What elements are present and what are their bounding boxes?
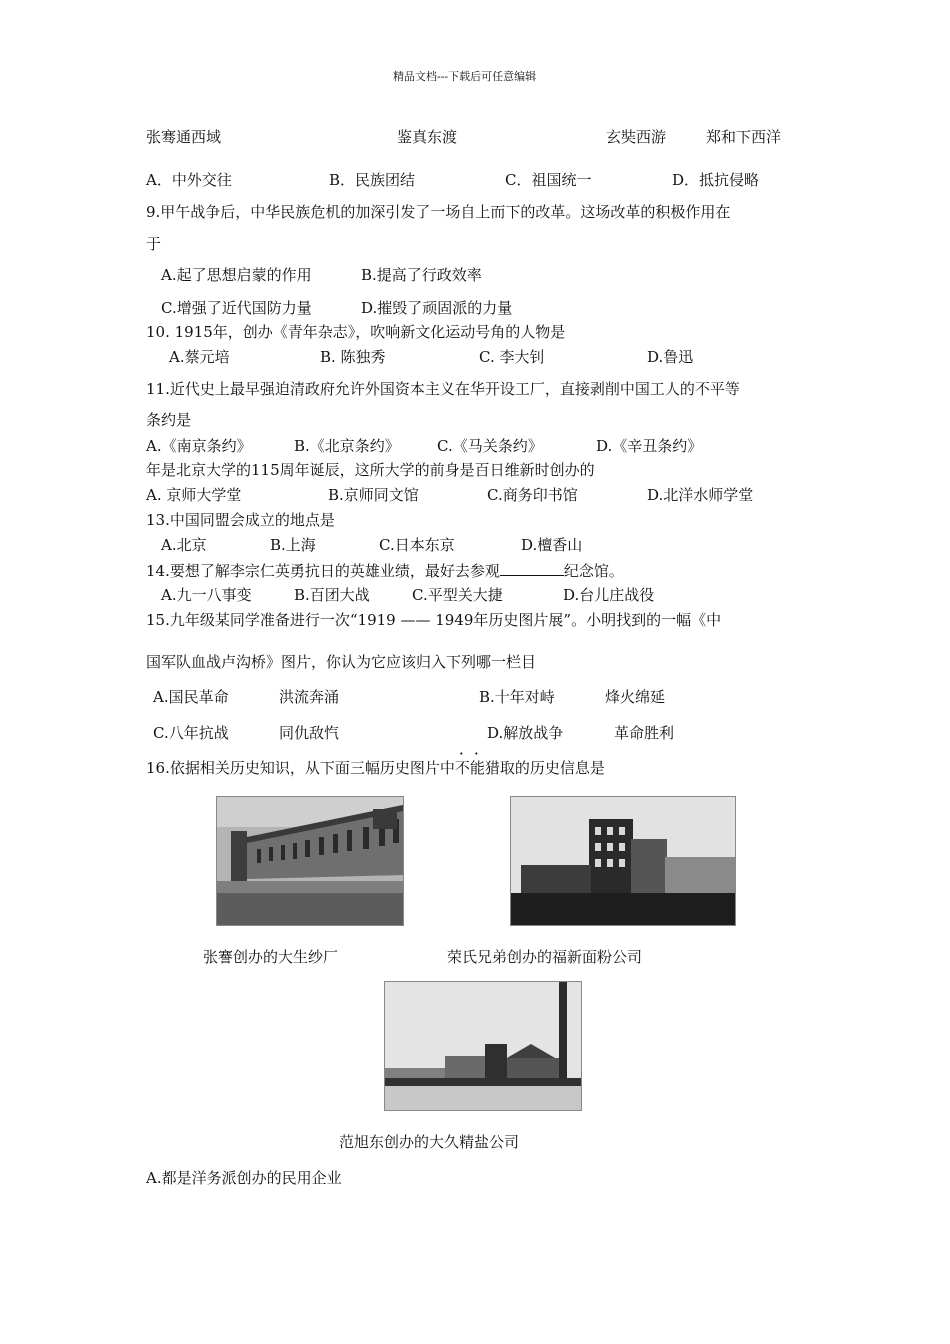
q11-stem-line2: 条约是 <box>146 411 192 429</box>
q10-option-a: A.蔡元培 <box>169 348 230 366</box>
photo-dasheng-mill <box>216 796 404 926</box>
q16-stem <box>146 759 605 777</box>
q14-stem-after: 纪念馆。 <box>563 562 624 580</box>
topic-3: 玄奘西游 <box>606 128 667 146</box>
q9-stem-line1: 9.甲午战争后，中华民族危机的加深引发了一场自上而下的改革。这场改革的积极作用在 <box>146 203 731 221</box>
q10-option-d: D.鲁迅 <box>647 348 694 366</box>
q12-option-c: C.商务印书馆 <box>487 486 578 504</box>
q8-option-a: A．中外交往 <box>146 171 232 189</box>
q9-option-d: D.摧毁了顽固派的力量 <box>361 299 513 317</box>
q15-option-d-label: D.解放战争 <box>487 724 564 742</box>
q9-option-c: C.增强了近代国防力量 <box>161 299 312 317</box>
q14-answer-blank <box>500 561 564 576</box>
q11-stem-line1: 11.近代史上最早强迫清政府允许外国资本主义在华开设工厂，直接剥削中国工人的不平等 <box>146 380 740 398</box>
q16-emphasis-not: 不 <box>454 759 470 777</box>
caption-dasheng-mill: 张謇创办的大生纱厂 <box>203 948 339 966</box>
q14-option-a: A.九一八事变 <box>161 586 252 604</box>
q11-option-c: C.《马关条约》 <box>437 437 543 455</box>
q15-stem-line1: 15.九年级某同学准备进行一次“1919 —— 1949年历史图片展”。小明找到的一幅《中 <box>146 611 722 629</box>
q16-stem-after: 猎取的历史信息是 <box>484 759 605 777</box>
q16-emphasis-can: 能 <box>469 759 485 777</box>
q16-option-a: A.都是洋务派创办的民用企业 <box>146 1169 342 1187</box>
q8-option-d: D．抵抗侵略 <box>672 171 760 189</box>
q14-stem-before: 14.要想了解李宗仁英勇抗日的英雄业绩，最好去参观 <box>146 562 500 580</box>
q13-option-d: D.檀香山 <box>521 536 583 554</box>
q9-option-a: A.起了思想启蒙的作用 <box>161 266 312 284</box>
q15-option-a-label: A.国民革命 <box>153 688 229 706</box>
q10-stem: 10. 1915年，创办《青年杂志》，吹响新文化运动号角的人物是 <box>146 323 566 341</box>
q10-option-b: B. 陈独秀 <box>320 348 386 366</box>
q14-option-d: D.台儿庄战役 <box>563 586 655 604</box>
q12-option-d: D.北洋水师学堂 <box>647 486 754 504</box>
q10-option-c: C. 李大钊 <box>479 348 545 366</box>
topic-1: 张骞通西域 <box>146 128 222 146</box>
q13-option-b: B.上海 <box>270 536 316 554</box>
caption-jiuda-salt-company: 范旭东创办的大久精盐公司 <box>339 1133 520 1151</box>
q8-option-b: B．民族团结 <box>329 171 416 189</box>
page-header: 精品文档---下载后可任意编辑 <box>393 70 537 83</box>
q11-option-d: D.《辛丑条约》 <box>596 437 703 455</box>
q15-stem-line2: 国军队血战卢沟桥》图片，你认为它应该归入下列哪一栏目 <box>146 653 537 671</box>
q15-option-a-text: 洪流奔涌 <box>279 688 340 706</box>
q15-option-b-text: 烽火绵延 <box>605 688 666 706</box>
q12-option-a: A. 京师大学堂 <box>146 486 242 504</box>
q13-option-a: A.北京 <box>161 536 207 554</box>
topic-2: 鉴真东渡 <box>397 128 458 146</box>
q9-stem-line2: 于 <box>146 235 162 253</box>
q14-stem <box>146 561 624 580</box>
photo-jiuda-salt-company <box>384 981 582 1111</box>
q14-option-b: B.百团大战 <box>294 586 370 604</box>
q14-option-c: C.平型关大捷 <box>412 586 503 604</box>
q9-option-b: B.提高了行政效率 <box>361 266 482 284</box>
q11-option-b: B.《北京条约》 <box>294 437 400 455</box>
q13-stem: 13.中国同盟会成立的地点是 <box>146 511 335 529</box>
q11-option-a: A.《南京条约》 <box>146 437 252 455</box>
q15-option-b-label: B.十年对峙 <box>479 688 555 706</box>
topic-4: 郑和下西洋 <box>706 128 782 146</box>
q15-option-c-text: 同仇敌忾 <box>279 724 340 742</box>
q12-option-b: B.京师同文馆 <box>328 486 419 504</box>
photo-fuxin-flour-mill <box>510 796 736 926</box>
caption-fuxin-flour-mill: 荣氏兄弟创办的福新面粉公司 <box>447 948 643 966</box>
q8-option-c: C．祖国统一 <box>505 171 592 189</box>
q16-stem-before: 16.依据相关历史知识，从下面三幅历史图片中 <box>146 759 455 777</box>
q13-option-c: C.日本东京 <box>379 536 455 554</box>
q15-option-d-text: 革命胜利 <box>614 724 675 742</box>
q12-stem: 年是北京大学的115周年诞辰，这所大学的前身是百日维新时创办的 <box>146 461 595 479</box>
q15-option-c-label: C.八年抗战 <box>153 724 229 742</box>
